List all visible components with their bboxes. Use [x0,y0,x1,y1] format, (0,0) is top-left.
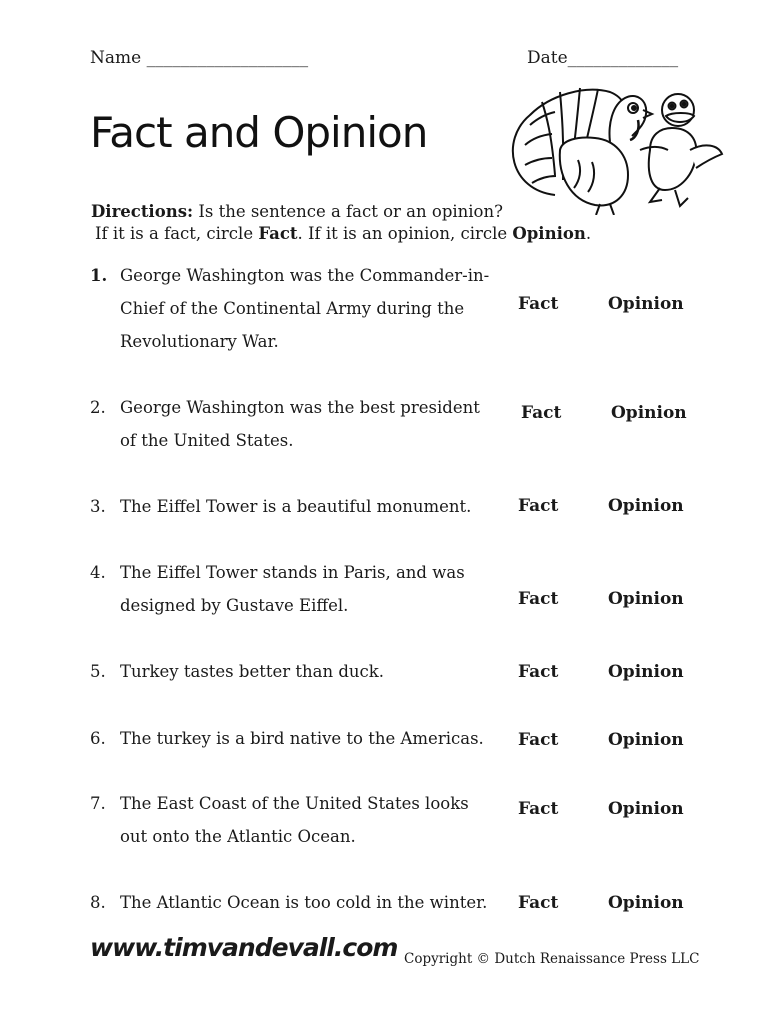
fact-choice[interactable]: Fact [518,893,559,913]
website-link[interactable]: www.timvandevall.com [90,933,398,962]
question-number: 1. [90,266,108,285]
question-number: 8. [90,893,106,912]
question-number: 3. [90,497,106,516]
question-number: 7. [90,794,106,813]
name-field-label: Name ___________________ [90,48,309,68]
directions-label: Directions: [91,202,194,221]
turkey-duck-illustration [500,80,725,215]
fact-choice[interactable]: Fact [521,403,562,423]
directions-line2-part-c: . [585,224,592,243]
opinion-choice[interactable]: Opinion [608,893,684,913]
directions-line2-part-b: . If it is an opinion, circle [297,224,513,243]
fact-choice[interactable]: Fact [518,294,559,314]
opinion-choice[interactable]: Opinion [608,799,684,819]
question-text: The Atlantic Ocean is too cold in the winter. [120,893,488,912]
opinion-choice[interactable]: Opinion [608,294,684,314]
directions-opinion-word: Opinion [512,224,586,243]
question-number: 2. [90,398,106,417]
question-text: The Eiffel Tower is a beautiful monument. [120,497,472,516]
opinion-choice[interactable]: Opinion [611,403,687,423]
page-title: Fact and Opinion [90,108,428,157]
question-text: The turkey is a bird native to the Americas. [120,729,484,748]
opinion-choice[interactable]: Opinion [608,589,684,609]
directions-text [91,201,591,245]
question-number: 4. [90,563,106,582]
question-text: The East Coast of the United States looks out onto the Atlantic Ocean. [120,794,469,846]
opinion-choice[interactable]: Opinion [608,496,684,516]
fact-choice[interactable]: Fact [518,496,559,516]
question-number: 5. [90,662,106,681]
question-text: George Washington was the Commander-in-Chief of the Continental Army during the Revolutionary War. [120,266,490,351]
copyright-notice: Copyright © Dutch Renaissance Press LLC [404,951,700,967]
fact-choice[interactable]: Fact [518,730,559,750]
directions-line1: Is the sentence a fact or an opinion? [193,202,503,221]
fact-choice[interactable]: Fact [518,799,559,819]
opinion-choice[interactable]: Opinion [608,662,684,682]
question-text: George Washington was the best president of the United States. [120,398,480,450]
date-field-label: Date_____________ [527,48,679,68]
question-text: The Eiffel Tower stands in Paris, and was designed by Gustave Eiffel. [120,563,465,615]
opinion-choice[interactable]: Opinion [608,730,684,750]
question-text: Turkey tastes better than duck. [120,662,385,681]
directions-fact-word: Fact [258,224,298,243]
question-number: 6. [90,729,106,748]
directions-line2-part-a: If it is a fact, circle [95,224,259,243]
fact-choice[interactable]: Fact [518,589,559,609]
fact-choice[interactable]: Fact [518,662,559,682]
